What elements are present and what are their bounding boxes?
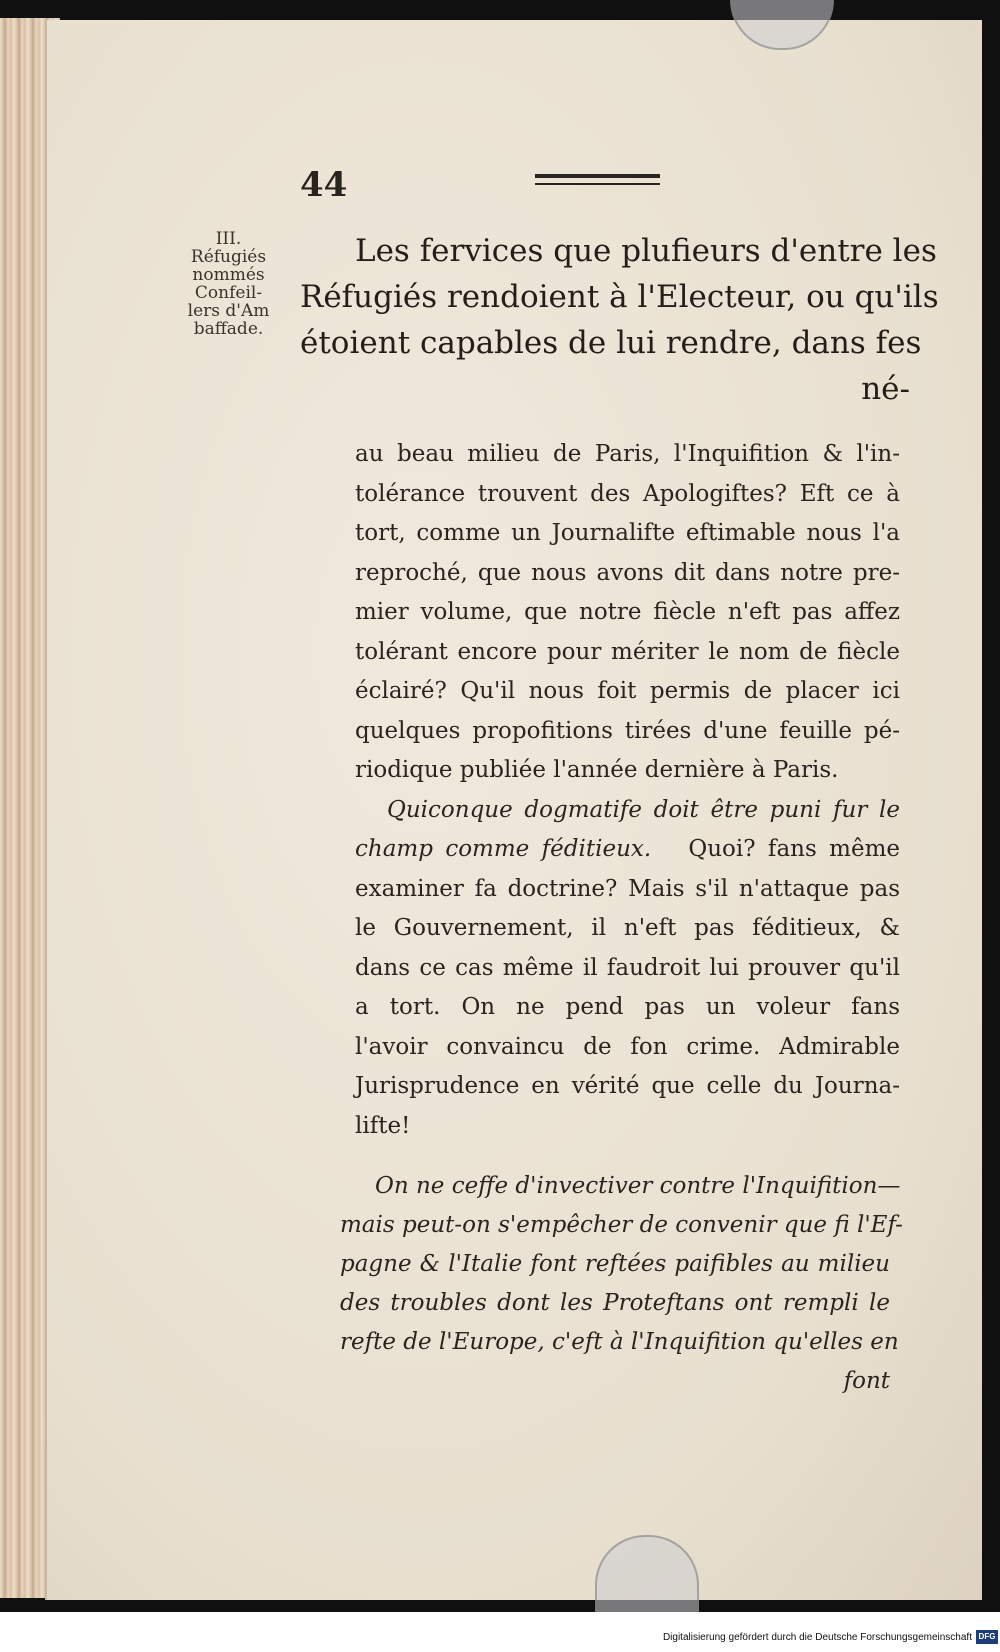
quote-line: quelques propofitions tirées d'une feuille pé- bbox=[355, 717, 900, 744]
quote-line: riodique publiée l'année dernière à Paris. bbox=[355, 757, 839, 783]
italic-phrase: champ comme féditieux. bbox=[355, 836, 652, 862]
quote-line: Jurisprudence en vérité que celle du Journa- bbox=[355, 1073, 900, 1099]
margin-note-line: nommés bbox=[192, 265, 265, 285]
catchword: font bbox=[843, 1368, 890, 1394]
quote-text: Quoi? fans même bbox=[688, 836, 900, 862]
quote-line: tolérance trouvent des Apologiftes? Eft ce à bbox=[355, 480, 900, 507]
quote-line bbox=[355, 791, 900, 831]
quote-line: examiner fa doctrine? Mais s'il n'attaque pas bbox=[355, 875, 900, 902]
funding-credit: Digitalisierung gefördert durch die Deutsche Forschungsgemeinschaft bbox=[662, 1632, 972, 1643]
margin-note-line: III. bbox=[215, 229, 242, 249]
margin-note-line: baffade. bbox=[193, 319, 264, 339]
quote-line: au beau milieu de Paris, l'Inquifition & l'in- bbox=[355, 441, 900, 467]
margin-note bbox=[176, 230, 281, 338]
quote-line: l'avoir convaincu de fon crime. Admirable bbox=[355, 1033, 900, 1060]
text-line: étoient capables de lui rendre, dans fes bbox=[300, 325, 922, 361]
text-line: Réfugiés rendoient à l'Electeur, ou qu'ils bbox=[300, 279, 939, 315]
margin-note-line: lers d'Am bbox=[187, 301, 270, 321]
quote-line bbox=[355, 830, 900, 870]
italic-line: refte de l'Europe, c'eft à l'Inquifition qu'elles en bbox=[340, 1329, 899, 1355]
quote-line: tort, comme un Journalifte eftimable nous l'a bbox=[355, 520, 900, 546]
main-paragraph bbox=[300, 228, 939, 412]
text-line: Les fervices que plufieurs d'entre les bbox=[355, 233, 937, 269]
page-number: 44 bbox=[300, 165, 348, 205]
italic-line: des troubles dont les Proteftans ont rempli le bbox=[340, 1290, 890, 1316]
italic-line: pagne & l'Italie font reftées paifibles au milieu bbox=[340, 1251, 890, 1277]
catchword: né- bbox=[861, 371, 910, 407]
quote-line: reproché, que nous avons dit dans notre pre- bbox=[355, 559, 900, 586]
margin-note-line: Réfugiés bbox=[190, 247, 267, 267]
quote-line: a tort. On ne pend pas un voleur fans bbox=[355, 994, 900, 1020]
italic-line: On ne ceffe d'invectiver contre l'Inquifition— bbox=[375, 1173, 901, 1199]
italic-phrase: Quiconque dogmatife doit être puni fur le bbox=[387, 796, 900, 823]
quote-line: dans ce cas même il faudroit lui prouver qu'il bbox=[355, 954, 900, 981]
quote-line: mier volume, que notre fiècle n'eft pas affez bbox=[355, 599, 900, 625]
quote-line: le Gouvernement, il n'eft pas féditieux, & bbox=[355, 915, 900, 941]
header-rule bbox=[535, 174, 660, 185]
dfg-logo-icon: DFG bbox=[976, 1630, 998, 1644]
quote-line: lifte! bbox=[355, 1112, 411, 1139]
quote-paragraph bbox=[355, 435, 900, 1146]
quote-line: éclairé? Qu'il nous foit permis de placer ici bbox=[355, 678, 900, 704]
italic-paragraph bbox=[340, 1167, 903, 1401]
margin-note-line: Confeil- bbox=[194, 283, 263, 303]
italic-line: mais peut-on s'empêcher de convenir que fi l'Ef- bbox=[340, 1212, 903, 1238]
quote-line: tolérant encore pour mériter le nom de fiècle bbox=[355, 638, 900, 665]
